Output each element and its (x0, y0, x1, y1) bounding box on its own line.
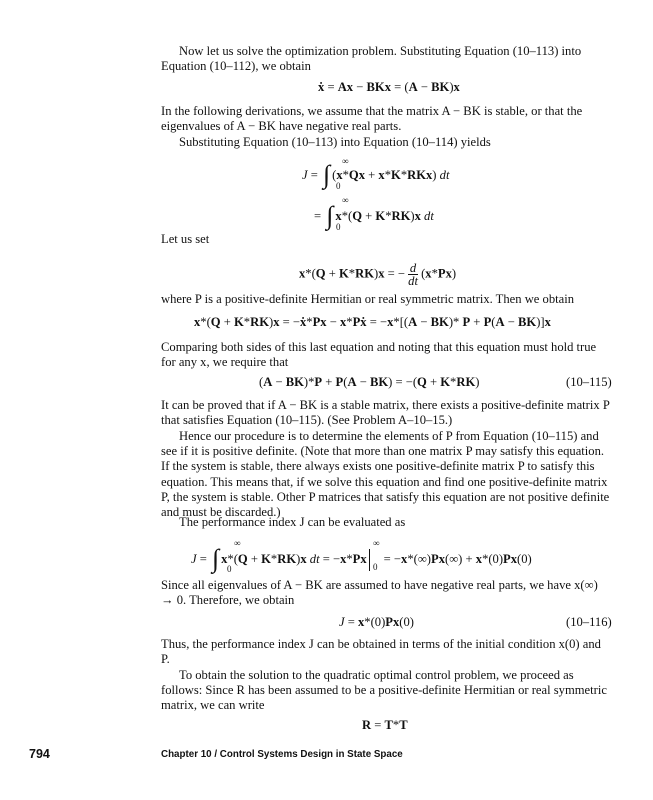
integral-lower-limit: 0 (227, 564, 232, 574)
paragraph-intro: Now let us solve the optimization problem. Substituting Equation (10–113) into Equation (10–112), we obtain (161, 44, 582, 74)
integral-lower-limit: 0 (336, 181, 341, 191)
page-number: 794 (29, 747, 50, 761)
integral-upper-limit: ∞ (342, 156, 349, 166)
paragraph-eigenvalues: Since all eigenvalues of A − BK are assumed to have negative real parts, we have x(∞) → 0. Therefore, we obtain (161, 578, 598, 608)
equation-expanded: x*(Q + K*RK)x = −ẋ*Px − x*Pẋ = −x*[(A − BK)* P + P(A − BK)]x (194, 315, 551, 329)
equation-performance-index-2: = ∫ x*(Q + K*RK)x dt (314, 201, 434, 230)
paragraph-let-us-set: Let us set (161, 232, 210, 246)
paragraph-where-p: where P is a positive-definite Hermitian or real symmetric matrix. Then we obtain (161, 292, 575, 306)
equation-state: ẋ = Ax − BKx = (A − BK)x (318, 80, 460, 94)
eval-lower-limit: 0 (373, 562, 378, 572)
paragraph-stability-assumption: In the following derivations, we assume that the matrix A − BK is stable, or that the eigenvalues of A − BK have negative real parts. (161, 104, 583, 134)
equation-number-116: (10–116) (566, 615, 612, 629)
paragraph-proved: It can be proved that if A − BK is a stable matrix, there exists a positive-definite matrix P that satisfies Equation (10–115). (See Problem A–10–15.) (161, 398, 610, 428)
equation-10-116: J = x*(0)Px(0) (339, 615, 414, 629)
eval-upper-limit: ∞ (373, 538, 380, 548)
equation-number-115: (10–115) (566, 375, 612, 389)
equation-lyapunov-set: x*(Q + K*RK)x = − $\frac{d}{dt}$ (x*Px) (299, 261, 457, 288)
equation-performance-index-1: J = ∫ (x*Qx + x*K*RKx) dt (302, 160, 450, 189)
paragraph-performance-index: The performance index J can be evaluated as (179, 515, 406, 529)
equation-r-factor: R = T*T (362, 718, 408, 732)
integral-upper-limit: ∞ (342, 195, 349, 205)
equation-performance-evaluated: J = ∫ x*(Q + K*RK)x dt = −x*Px = −x*(∞)Px(∞) + x*(0)Px(0) (191, 544, 532, 573)
paragraph-comparing: Comparing both sides of this last equation and noting that this equation must hold true for any x, we require that (161, 340, 597, 370)
paragraph-thus: Thus, the performance index J can be obtained in terms of the initial condition x(0) and P. (161, 637, 601, 667)
equation-10-115: (A − BK)*P + P(A − BK) = −(Q + K*RK) (259, 375, 480, 389)
paragraph-procedure: Hence our procedure is to determine the elements of P from Equation (10–115) and see if it is positive definite. (Note that more than one matrix P may satisfy this equation. If the system is stable, there always exists one positive-definite matrix P to satisfy this equation. This means that, if we solve this equation and find one positive-definite matrix P, the system is stable. Other P matrices that satisfy this equation are not positive definite and must be discarded.) (161, 429, 610, 520)
integral-lower-limit: 0 (336, 222, 341, 232)
integral-upper-limit: ∞ (234, 538, 241, 548)
paragraph-substituting: Substituting Equation (10–113) into Equation (10–114) yields (179, 135, 491, 149)
paragraph-quadratic-solution: To obtain the solution to the quadratic optimal control problem, we proceed as follows: Since R has been assumed to be a positive-definite Hermitian or real symmetric matrix, we can write (161, 668, 607, 713)
running-footer: Chapter 10 / Control Systems Design in State Space (161, 749, 403, 760)
